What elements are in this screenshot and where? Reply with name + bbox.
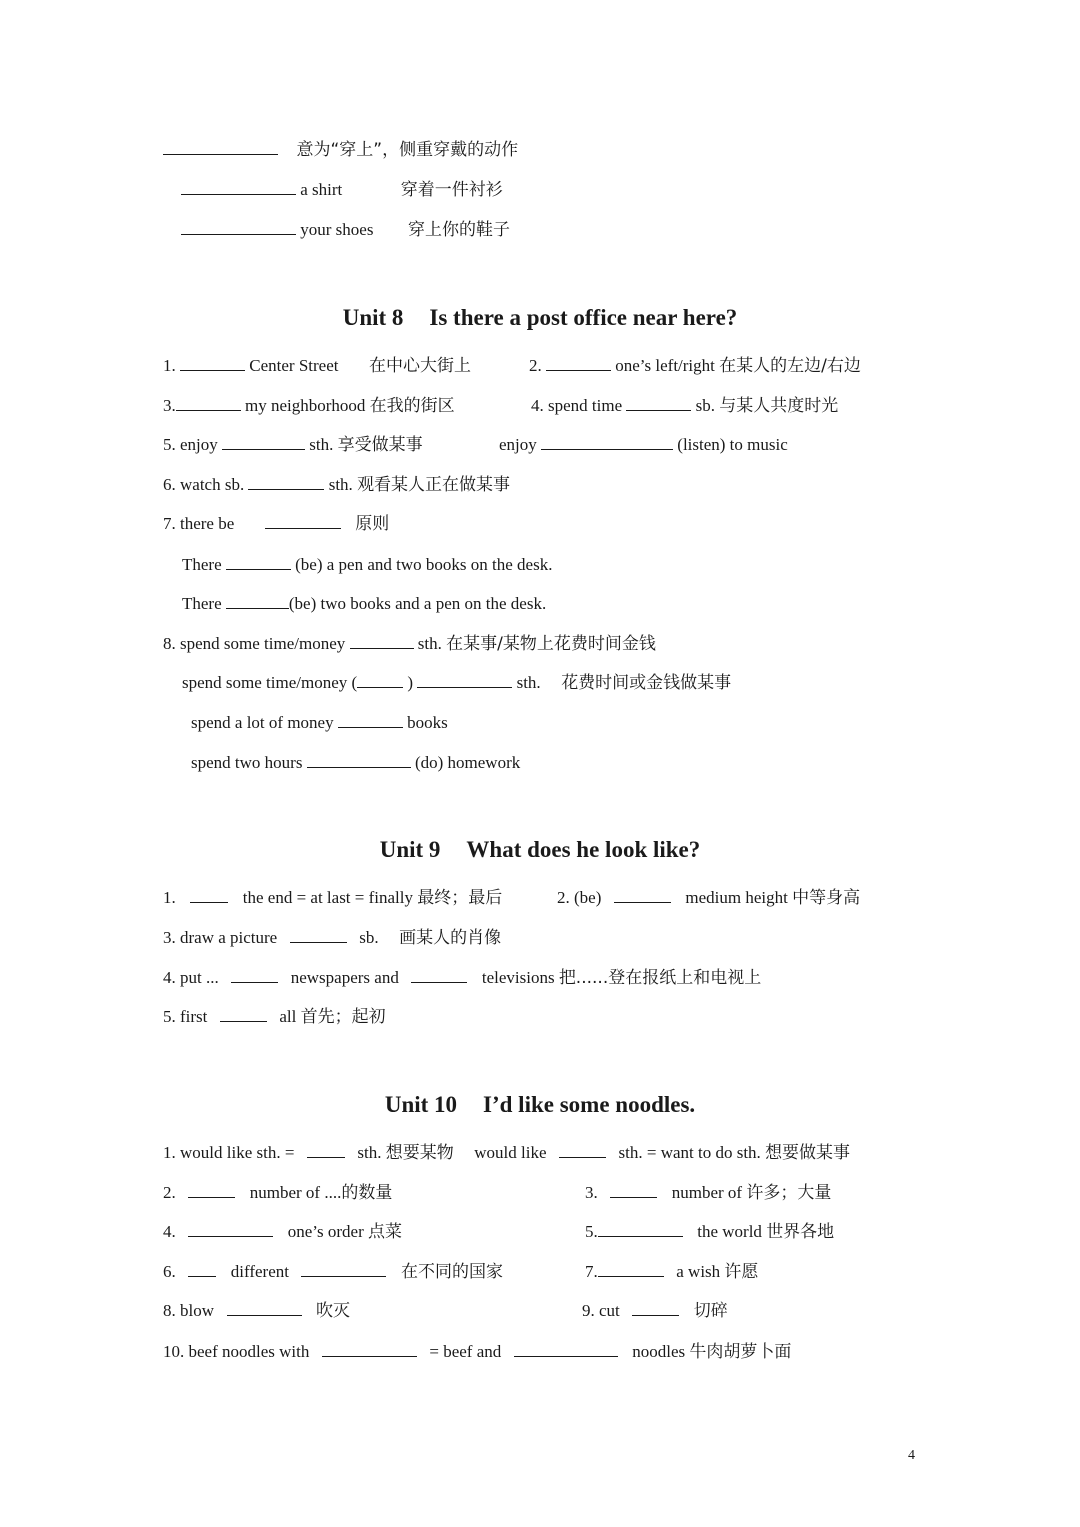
item-en: one’s order <box>287 1222 364 1241</box>
blank[interactable] <box>227 1300 302 1316</box>
item-en: different <box>230 1262 289 1281</box>
blank[interactable] <box>265 513 341 529</box>
item-cn: 把......登在报纸上和电视上 <box>558 968 762 988</box>
item-en: 6. watch sb. <box>163 475 245 494</box>
u8-item-7 <box>163 513 389 535</box>
u8-item-2 <box>529 355 861 377</box>
blank[interactable] <box>180 355 245 371</box>
page-number: 4 <box>908 1448 915 1463</box>
item-number: 1. <box>163 888 176 907</box>
u10-item-3 <box>585 1182 831 1204</box>
blank[interactable] <box>248 474 324 490</box>
blank[interactable] <box>610 1182 657 1198</box>
intro-cn: 穿着一件衬衫 <box>400 180 503 200</box>
intro-line-3 <box>181 219 510 241</box>
item-cn: 想要某物 <box>385 1143 454 1163</box>
item-cn: 许愿 <box>724 1262 759 1282</box>
u8-item-4 <box>531 395 838 417</box>
item-number: 3. <box>163 396 176 415</box>
item-en: sth. <box>357 1143 382 1162</box>
item-cn: 在某人的左边/右边 <box>719 356 861 376</box>
item-number: 2. <box>529 356 542 375</box>
u8-item-5 <box>163 434 423 456</box>
item-en: the world <box>697 1222 762 1241</box>
item-cn: 与某人共度时光 <box>719 396 839 416</box>
blank[interactable] <box>231 967 278 983</box>
blank[interactable] <box>322 1341 417 1357</box>
item-cn: 观看某人正在做某事 <box>357 475 511 495</box>
u10-item-5 <box>585 1221 834 1243</box>
u10-item-6 <box>163 1261 503 1283</box>
item-en: medium height <box>685 888 788 907</box>
blank[interactable] <box>546 355 611 371</box>
item-en: sth. <box>309 435 334 454</box>
blank[interactable] <box>632 1300 679 1316</box>
item-cn: 在我的街区 <box>369 396 455 416</box>
item-en: spend some time/money ( <box>182 673 358 692</box>
item-en: the end = at last = finally <box>242 888 413 907</box>
blank[interactable] <box>307 1142 345 1158</box>
item-en: a wish <box>676 1262 721 1281</box>
item-en: number of <box>671 1183 743 1202</box>
item-en: 5. enjoy <box>163 435 218 454</box>
item-cn: 点菜 <box>368 1222 403 1242</box>
u8-item-6 <box>163 474 510 496</box>
item-en: 8. spend some time/money <box>163 634 346 653</box>
item-cn: 在中心大街上 <box>368 356 471 376</box>
item-cn: 许多；大量 <box>746 1183 832 1203</box>
item-en: noodles <box>632 1342 686 1361</box>
unit-label: Unit 10 <box>384 1092 458 1117</box>
item-number: 1. <box>163 356 176 375</box>
item-en: spend a lot of money <box>191 713 334 732</box>
item-en: 1. would like sth. = <box>163 1143 295 1162</box>
item-en: enjoy <box>499 435 537 454</box>
blank[interactable] <box>338 712 403 728</box>
item-cn: 中等身高 <box>792 888 861 908</box>
item-en: spend two hours <box>191 753 303 772</box>
unit-label: Unit 8 <box>342 305 404 330</box>
intro-en: a shirt <box>300 180 343 199</box>
item-en: 7. there be <box>163 514 235 533</box>
unit-title: What does he look like? <box>466 837 701 862</box>
blank[interactable] <box>190 887 228 903</box>
item-cn: 原则 <box>355 514 390 534</box>
u9-item-4 <box>163 967 761 989</box>
item-number: 3. <box>585 1183 598 1202</box>
item-en: (be) two books and a pen on the desk. <box>288 594 547 613</box>
blank[interactable] <box>176 395 241 411</box>
item-en: 4. spend time <box>531 396 623 415</box>
item-cn: 首先；起初 <box>300 1007 386 1027</box>
u8-item-8c <box>191 752 520 774</box>
item-cn: 最终；最后 <box>417 888 503 908</box>
u8-item-3 <box>163 395 455 417</box>
u10-item-8 <box>163 1300 350 1322</box>
item-cn: 想要做某事 <box>765 1143 851 1163</box>
blank[interactable] <box>188 1221 273 1237</box>
u8-item-7b <box>182 593 546 615</box>
intro-cn: 穿上你的鞋子 <box>407 220 510 240</box>
item-en: 10. beef noodles with <box>163 1342 310 1361</box>
blank[interactable] <box>614 887 671 903</box>
item-en: There <box>182 594 222 613</box>
item-en: = beef and <box>429 1342 502 1361</box>
item-en: sth. <box>328 475 353 494</box>
blank[interactable] <box>350 633 414 649</box>
item-cn: 在不同的国家 <box>400 1262 503 1282</box>
blank[interactable] <box>220 1006 267 1022</box>
item-en: (be) a pen and two books on the desk. <box>295 555 553 574</box>
blank[interactable] <box>181 179 296 195</box>
blank[interactable] <box>514 1341 618 1357</box>
u9-item-1 <box>163 887 502 909</box>
item-en: 3. draw a picture <box>163 928 278 947</box>
item-en: televisions <box>481 968 555 987</box>
item-en: sb. <box>359 928 379 947</box>
intro-text: 意为“穿上”，侧重穿戴的动作 <box>296 140 519 160</box>
blank[interactable] <box>226 593 289 609</box>
item-number: 2. (be) <box>557 888 602 907</box>
unit-title: I’d like some noodles. <box>483 1092 696 1117</box>
item-en: sb. <box>695 396 716 415</box>
blank[interactable] <box>598 1261 664 1277</box>
item-en: my neighborhood <box>245 396 366 415</box>
item-cn: 花费时间或金钱做某事 <box>561 673 732 693</box>
item-en: one’s left/right <box>615 356 715 375</box>
item-en: would like <box>474 1143 547 1162</box>
u10-item-10 <box>163 1341 791 1363</box>
item-en: There <box>182 555 222 574</box>
item-number: 6. <box>163 1262 176 1281</box>
item-number: 2. <box>163 1183 176 1202</box>
blank[interactable] <box>226 554 291 570</box>
item-cn: 在某事/某物上花费时间金钱 <box>446 634 656 654</box>
blank[interactable] <box>301 1261 386 1277</box>
item-cn: 的数量 <box>341 1183 393 1203</box>
unit-label: Unit 9 <box>379 837 441 862</box>
u9-item-5 <box>163 1006 386 1028</box>
item-cn: 世界各地 <box>766 1222 835 1242</box>
item-en: 8. blow <box>163 1301 214 1320</box>
item-cn: 牛肉胡萝卜面 <box>689 1342 792 1362</box>
item-en: sth. <box>417 634 442 653</box>
blank[interactable] <box>626 395 691 411</box>
item-cn: 享受做某事 <box>337 435 423 455</box>
blank[interactable] <box>417 672 512 688</box>
blank[interactable] <box>598 1221 683 1237</box>
item-cn: 吹灭 <box>316 1301 350 1321</box>
item-en: 5. first <box>163 1007 208 1026</box>
u10-item-9 <box>582 1300 728 1322</box>
u10-item-2 <box>163 1182 392 1204</box>
unit10-heading <box>0 1091 1080 1119</box>
u8-item-8a <box>182 672 731 694</box>
item-en: newspapers and <box>290 968 399 987</box>
item-en: sth. = want to do sth. <box>618 1143 761 1162</box>
blank[interactable] <box>559 1142 606 1158</box>
item-number: 5. <box>585 1222 598 1241</box>
blank[interactable] <box>181 219 296 235</box>
unit9-heading <box>0 836 1080 864</box>
u10-item-7 <box>585 1261 758 1283</box>
u9-item-2 <box>557 887 860 909</box>
item-en: 9. cut <box>582 1301 620 1320</box>
blank[interactable] <box>357 672 403 688</box>
item-en: Center Street <box>249 356 339 375</box>
item-en: all <box>279 1007 297 1026</box>
blank[interactable] <box>163 139 278 155</box>
intro-en: your shoes <box>300 220 374 239</box>
item-cn: 画某人的肖像 <box>399 928 502 948</box>
blank[interactable] <box>188 1182 235 1198</box>
u10-item-4 <box>163 1221 402 1243</box>
blank[interactable] <box>188 1261 216 1277</box>
u8-item-5b <box>499 434 788 456</box>
item-en: sth. <box>516 673 541 692</box>
item-number: 7. <box>585 1262 598 1281</box>
unit8-heading <box>0 304 1080 332</box>
item-en: books <box>407 713 448 732</box>
blank[interactable] <box>411 967 467 983</box>
item-en: number of .... <box>249 1183 342 1202</box>
u8-item-8b <box>191 712 448 734</box>
blank[interactable] <box>541 434 673 450</box>
unit-title: Is there a post office near here? <box>429 305 738 330</box>
intro-line-1 <box>163 139 518 161</box>
blank[interactable] <box>222 434 305 450</box>
u8-item-7a <box>182 554 552 576</box>
item-cn: 切碎 <box>693 1301 728 1321</box>
u8-item-8 <box>163 633 656 655</box>
item-en: (do) homework <box>414 753 521 772</box>
blank[interactable] <box>290 927 347 943</box>
item-number: 4. <box>163 1222 176 1241</box>
u8-item-1 <box>163 355 471 377</box>
item-en: ) <box>407 673 414 692</box>
u10-item-1 <box>163 1142 850 1164</box>
blank[interactable] <box>307 752 411 768</box>
item-en: 4. put ... <box>163 968 219 987</box>
u9-item-3 <box>163 927 501 949</box>
intro-line-2 <box>181 179 503 201</box>
item-en: (listen) to music <box>677 435 788 454</box>
